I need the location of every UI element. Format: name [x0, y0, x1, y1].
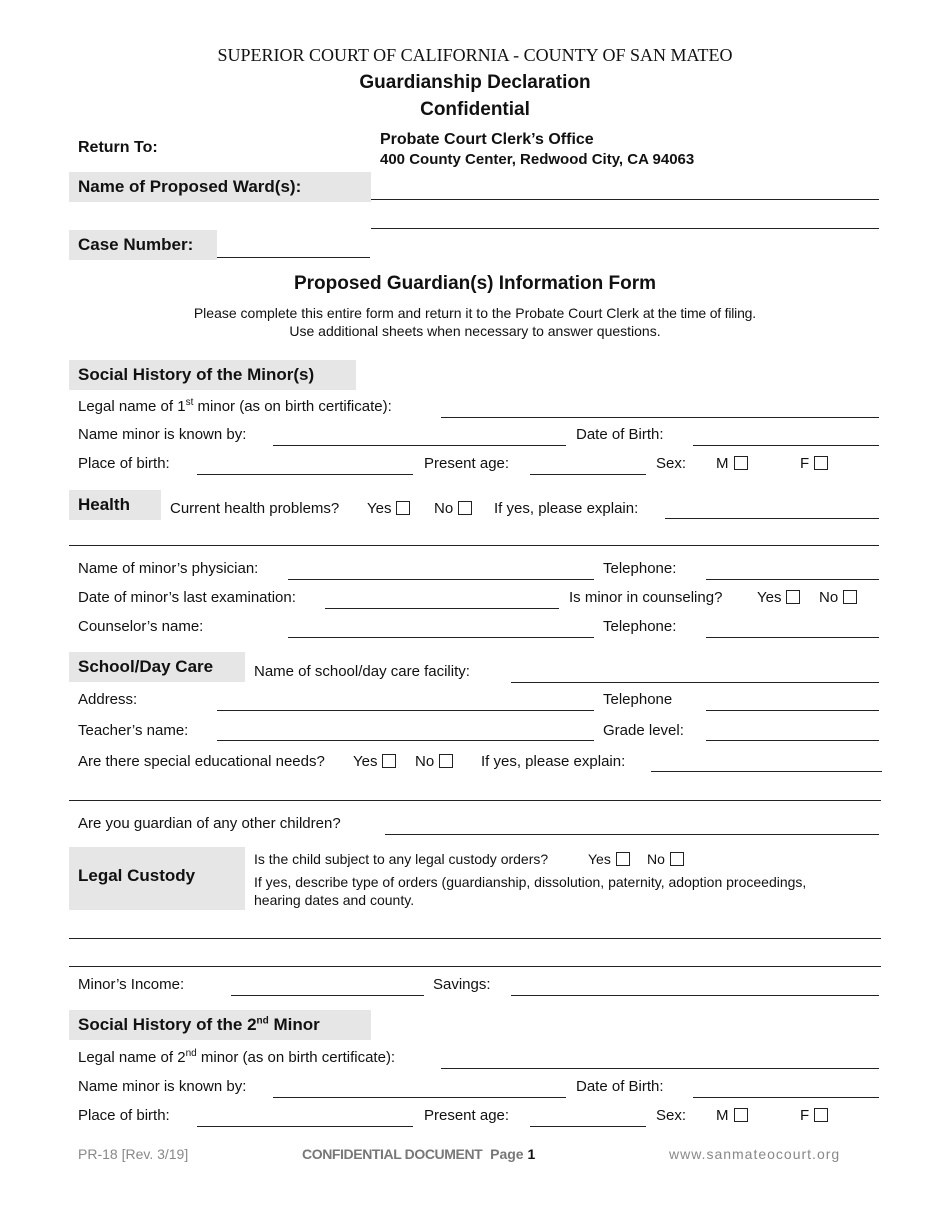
minor2-known-by-label: Name minor is known by: [78, 1078, 247, 1095]
section-custody-heading: Legal Custody [69, 847, 245, 910]
special-needs-question: Are there special educational needs? [78, 753, 325, 770]
counseling-label: Is minor in counseling? [569, 589, 723, 606]
minor2-age-field[interactable] [530, 1126, 646, 1127]
counseling-no[interactable]: No [819, 589, 857, 607]
document-subtitle: Confidential [420, 99, 530, 120]
health-explain-label: If yes, please explain: [494, 500, 639, 517]
minor2-dob-field[interactable] [693, 1097, 879, 1098]
section-health-heading: Health [69, 490, 161, 520]
health-yes[interactable]: Yes [367, 500, 410, 518]
other-children-label: Are you guardian of any other children? [78, 815, 341, 832]
checkbox-icon[interactable] [734, 1108, 748, 1122]
minor1-legal-name-label: Legal name of 1st minor (as on birth certificate): [78, 397, 392, 415]
minor1-birthplace-label: Place of birth: [78, 455, 170, 472]
minor1-legal-name-field[interactable] [441, 417, 879, 418]
minor2-birthplace-label: Place of birth: [78, 1107, 170, 1124]
income-field[interactable] [231, 995, 424, 996]
checkbox-icon[interactable] [670, 852, 684, 866]
school-address-field[interactable] [217, 710, 594, 711]
physician-label: Name of minor’s physician: [78, 560, 259, 577]
physician-field[interactable] [288, 579, 594, 580]
minor1-sex-label: Sex: [656, 455, 687, 472]
last-exam-label: Date of minor’s last examination: [78, 589, 296, 606]
checkbox-icon[interactable] [616, 852, 630, 866]
minor1-sex-m[interactable]: M [716, 455, 748, 473]
return-to-label: Return To: [78, 139, 158, 156]
grade-field[interactable] [706, 740, 879, 741]
minor2-sex-m[interactable]: M [716, 1107, 748, 1125]
minor1-dob-field[interactable] [693, 445, 879, 446]
custody-no[interactable]: No [647, 850, 684, 868]
minor1-sex-f[interactable]: F [800, 455, 828, 473]
checkbox-icon[interactable] [814, 1108, 828, 1122]
minor2-legal-name-label: Legal name of 2nd minor (as on birth certificate): [78, 1048, 396, 1066]
minor1-known-by-field[interactable] [273, 445, 566, 446]
section-minor2-heading: Social History of the 2nd Minor [69, 1010, 371, 1040]
return-office: Probate Court Clerk’s Office [380, 131, 594, 148]
minor2-known-by-field[interactable] [273, 1097, 566, 1098]
counselor-phone-field[interactable] [706, 637, 879, 638]
custody-field-1[interactable] [69, 938, 881, 939]
minor2-dob-label: Date of Birth: [576, 1078, 664, 1095]
special-needs-explain-field-2[interactable] [69, 800, 881, 801]
counselor-field[interactable] [288, 637, 594, 638]
custody-describe-2: hearing dates and county. [254, 892, 415, 908]
school-facility-label: Name of school/day care facility: [254, 663, 470, 680]
court-name: SUPERIOR COURT OF CALIFORNIA - COUNTY OF SAN MATEO [217, 45, 733, 65]
savings-label: Savings: [433, 976, 491, 993]
minor2-age-label: Present age: [424, 1107, 510, 1124]
checkbox-icon[interactable] [814, 456, 828, 470]
teacher-field[interactable] [217, 740, 594, 741]
custody-describe-1: If yes, describe type of orders (guardianship, dissolution, paternity, adoption proceedings, [254, 874, 807, 890]
health-explain-field[interactable] [665, 518, 879, 519]
footer-form-id: PR-18 [Rev. 3/19] [78, 1146, 189, 1162]
income-label: Minor’s Income: [78, 976, 185, 993]
minor1-age-field[interactable] [530, 474, 646, 475]
checkbox-icon[interactable] [734, 456, 748, 470]
custody-yes[interactable]: Yes [588, 850, 630, 868]
checkbox-icon[interactable] [786, 590, 800, 604]
ward-label: Name of Proposed Ward(s): [69, 172, 371, 202]
savings-field[interactable] [511, 995, 879, 996]
custody-question: Is the child subject to any legal custody orders? [254, 851, 549, 867]
last-exam-field[interactable] [325, 608, 559, 609]
checkbox-icon[interactable] [439, 754, 453, 768]
special-needs-explain-field[interactable] [651, 771, 882, 772]
special-needs-yes[interactable]: Yes [353, 753, 396, 771]
health-question: Current health problems? [170, 500, 340, 517]
minor1-age-label: Present age: [424, 455, 510, 472]
instructions-line-2: Use additional sheets when necessary to answer questions. [289, 323, 661, 339]
school-facility-field[interactable] [511, 682, 879, 683]
document-title: Guardianship Declaration [359, 72, 591, 93]
special-needs-explain-label: If yes, please explain: [481, 753, 626, 770]
minor2-sex-label: Sex: [656, 1107, 687, 1124]
checkbox-icon[interactable] [843, 590, 857, 604]
health-explain-field-2[interactable] [69, 545, 879, 546]
minor2-birthplace-field[interactable] [197, 1126, 413, 1127]
special-needs-no[interactable]: No [415, 753, 453, 771]
minor2-legal-name-field[interactable] [441, 1068, 879, 1069]
physician-phone-label: Telephone: [603, 560, 677, 577]
other-children-field[interactable] [385, 834, 879, 835]
minor1-birthplace-field[interactable] [197, 474, 413, 475]
footer-website[interactable]: www.sanmateocourt.org [669, 1146, 841, 1162]
counselor-label: Counselor’s name: [78, 618, 204, 635]
health-no[interactable]: No [434, 500, 472, 518]
school-phone-label: Telephone [603, 691, 673, 708]
case-number-label: Case Number: [69, 230, 217, 260]
minor1-dob-label: Date of Birth: [576, 426, 664, 443]
physician-phone-field[interactable] [706, 579, 879, 580]
case-number-field[interactable] [217, 257, 370, 258]
ward-field-2[interactable] [371, 228, 879, 229]
custody-field-2[interactable] [69, 966, 881, 967]
checkbox-icon[interactable] [458, 501, 472, 515]
counselor-phone-label: Telephone: [603, 618, 677, 635]
counseling-yes[interactable]: Yes [757, 589, 800, 607]
minor1-known-by-label: Name minor is known by: [78, 426, 247, 443]
grade-label: Grade level: [603, 722, 684, 739]
form-title: Proposed Guardian(s) Information Form [293, 273, 657, 294]
return-address: 400 County Center, Redwood City, CA 94063 [380, 151, 695, 168]
section-school-heading: School/Day Care [69, 652, 245, 682]
instructions-line-1: Please complete this entire form and return it to the Probate Court Clerk at the time of filing. [193, 305, 757, 321]
school-address-label: Address: [78, 691, 138, 708]
school-phone-field[interactable] [706, 710, 879, 711]
ward-field-1[interactable] [371, 199, 879, 200]
section-minor1-heading: Social History of the Minor(s) [69, 360, 356, 390]
checkbox-icon[interactable] [396, 501, 410, 515]
footer-confidential: CONFIDENTIAL DOCUMENT Page 1 [302, 1146, 536, 1162]
checkbox-icon[interactable] [382, 754, 396, 768]
minor2-sex-f[interactable]: F [800, 1107, 828, 1125]
teacher-label: Teacher’s name: [78, 722, 189, 739]
